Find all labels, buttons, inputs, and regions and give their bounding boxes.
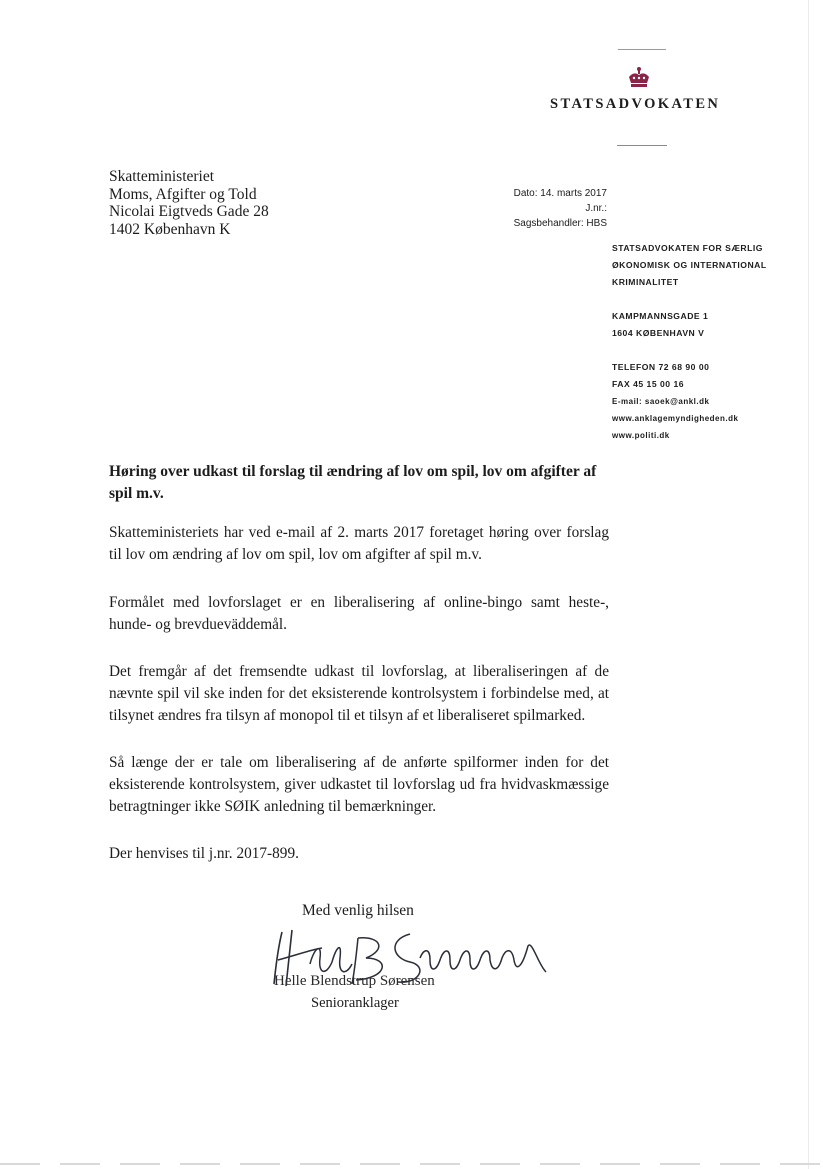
handwritten-signature [270,918,550,998]
logo-top-rule [618,49,666,50]
sender-email: E-mail: saoek@ankl.dk [612,397,710,406]
recipient-line: Moms, Afgifter og Told [109,185,257,203]
letter-date: Dato: 14. marts 2017 [513,188,607,199]
body-paragraph: Skatteministeriets har ved e-mail af 2. marts 2017 foretaget høring over forslag til lov om ændring af lov om spil, lov om afgifter af spil m.v. [109,524,609,564]
sender-website: www.politi.dk [612,431,670,440]
scan-bottom-edge [0,1163,828,1165]
recipient-line: 1402 København K [109,220,231,238]
body-paragraph: Der henvises til j.nr. 2017-899. [109,845,299,862]
body-paragraph: Formålet med lovforslaget er en liberalisering af online-bingo samt heste-, hunde- og brevdueväddemål. [109,594,609,634]
letter-meta [514,186,607,231]
sender-org-line: STATSADVOKATEN FOR SÆRLIG [612,243,763,253]
sender-org-line: ØKONOMISK OG INTERNATIONAL [612,260,767,270]
closing-greeting: Med venlig hilsen [302,902,414,919]
sender-fax: FAX 45 15 00 16 [612,379,684,389]
case-number: J.nr.: [585,203,607,214]
crown-icon [626,66,652,90]
sender-phone: TELEFON 72 68 90 00 [612,362,710,372]
logo-bottom-rule [617,145,667,146]
sender-street: KAMPMANNSGADE 1 [612,311,709,321]
body-paragraph: Så længe der er tale om liberalisering af de anførte spilformer inden for det eksisterende kontrolsystem, giver udkastet til lovforslag ud fra hvidvaskmæssige betragtninger ikke SØIK anledning til bemærkninger. [109,754,609,816]
signer-name: Helle Blendstrup Sørensen [274,973,435,989]
sender-org-line: KRIMINALITET [612,277,679,287]
recipient-line: Nicolai Eigtveds Gade 28 [109,203,269,220]
body-paragraph: Det fremgår af det fremsendte udkast til lovforslag, at liberaliseringen af de nævnte spil vil ske inden for det eksisterende kontrolsystem i forbindelse med, at tilsynet ændres fra tilsyn af monopol til et tilsyn af et liberaliseret spilmarked. [109,663,609,725]
recipient-line: Skatteministeriet [109,168,215,185]
case-handler: Sagsbehandler: HBS [513,218,607,229]
sender-city: 1604 KØBENHAVN V [612,328,705,338]
organization-logo-text: STATSADVOKATEN [550,96,721,112]
sender-website: www.anklagemyndigheden.dk [612,414,739,423]
sender-contact-block [612,240,767,444]
recipient-address [109,168,269,238]
letter-subject: Høring over udkast til forslag til ændring af lov om spil, lov om afgifter af spil m.v. [109,463,597,502]
signer-title: Senioranklager [311,995,399,1011]
scan-edge-line [808,0,809,1169]
